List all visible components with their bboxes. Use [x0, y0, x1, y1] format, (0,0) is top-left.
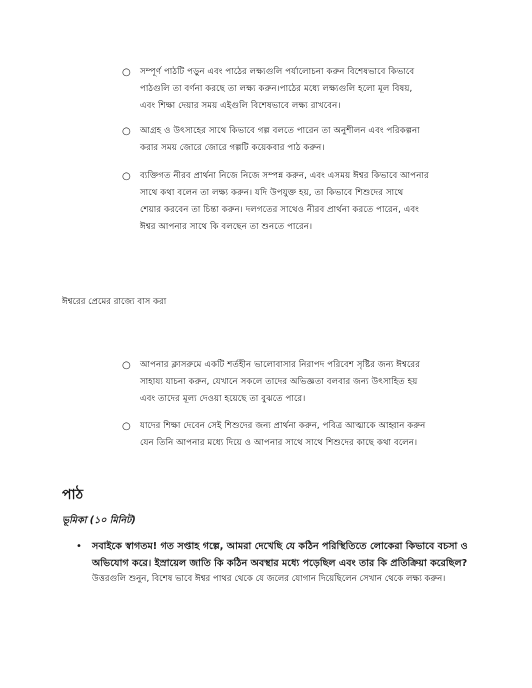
lesson-subtitle: ভূমিকা (১০ মিনিট) — [62, 515, 136, 526]
circle-bullet-icon: ○ — [122, 67, 131, 78]
circle-bullet-icon: ○ — [122, 421, 131, 432]
list-item-text: ব্যক্তিগত নীরব প্রার্থনা নিজে নিজে সম্পন্ন করুন, এবং এসময় ঈশ্বর কিভাবে আপনার সাথে কথা বলেন তা লক্ষ্য করুন। যদি উপযুক্ত হয়, তা কিভাবে শিশুদের সাথে শেয়ার করবেন তা চিন্তা করুন। দলগতের সাথেও নীরব প্রার্থনা করতে পারেন, এবং ঈশ্বর আপনার সাথে কি বলছেন তা শুনতে পারেন। — [140, 171, 429, 232]
bullet-icon: • — [76, 541, 82, 552]
list-item-text: আপনার ক্লাসরুমে একটি শর্তহীন ভালোবাসার নিরাপদ পরিবেশ সৃষ্টির জন্য ঈশ্বরের সাহায্য যাচনা করুন, যেখানে সকলে তাদের অভিজ্ঞতা বলবার জন্য উৎসাহিত হয় এবং তাদের মূল্য দেওয়া হয়েছে তা বুঝতে পারে। — [140, 360, 421, 404]
lesson-bullet-text: সবাইকে স্বাগতম! গত সপ্তাহ গল্পে, আমরা দেখেছি যে কঠিন পরিস্থিতিতে লোকেরা কিভাবে বচসা ও অভিযোগ করে। ইস্রায়েল জাতি কি কঠিন অবস্থার মধ্যে পড়েছিল এবং তার কি প্রতিক্রিয়া করেছিল? — [92, 541, 468, 569]
list-item-text: যাদের শিক্ষা দেবেন সেই শিশুদের জন্য প্রার্থনা করুন, পবিত্র আত্মাকে আহ্বান করুন যেন তিনি আপনার মধ্যে দিয়ে ও আপনার সাথে সাথে শিশুদের কাছে কথা বলেন। — [140, 421, 426, 448]
circle-bullet-icon: ○ — [122, 171, 131, 182]
circle-bullet-icon: ○ — [122, 126, 131, 137]
lesson-note: উত্তরগুলি শুনুন, বিশেষ ভাবে ঈশ্বর পাথর থেকে যে জলের যোগান দিয়েছিলেন সেখান থেকে লক্ষ্য করুন। — [92, 574, 446, 584]
list-item-text: সম্পূর্ণ পাঠটি পড়ুন এবং পাঠের লক্ষ্যগুলি পর্যালোচনা করুন বিশেষভাবে কিভাবে পাঠগুলি তা বর্ণনা করছে তা লক্ষ্য করুন।পাঠের মধ্যে লক্ষ্যগুলি হলো মূল বিষয়, এবং শিক্ষা দেয়ার সময় এইগুলি বিশেষভাবে লক্ষ্য রাখবেন। — [140, 67, 415, 111]
lesson-title: পাঠ — [62, 487, 84, 503]
section-heading: ঈশ্বরের প্রেমের রাজ্যে বাস করা — [62, 297, 167, 307]
list-item-text: আগ্রহ ও উৎসাহের সাথে কিভাবে গল্প বলতে পারেন তা অনুশীলন এবং পরিকল্পনা করার সময় জোরে জোরে গল্পটি কয়েকবার পাঠ করুন। — [140, 126, 420, 153]
circle-bullet-icon: ○ — [122, 360, 131, 371]
